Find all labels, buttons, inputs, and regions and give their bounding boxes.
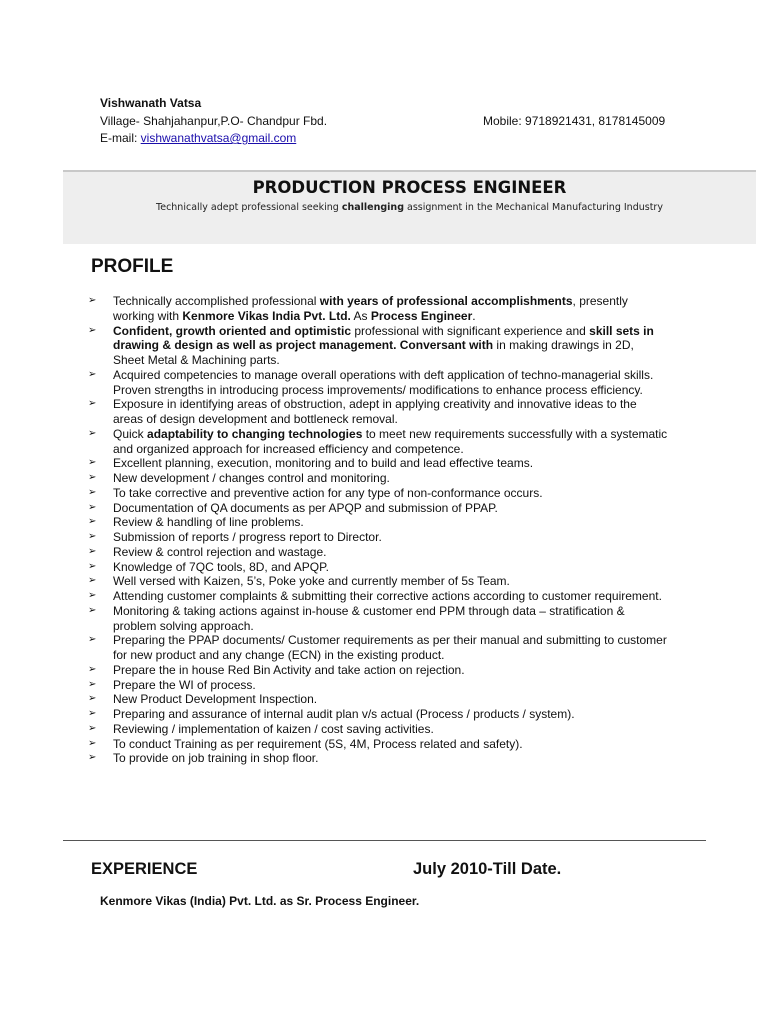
objective-text-2: assignment in the Mechanical Manufacturing Industry	[404, 202, 663, 213]
profile-bullet	[88, 294, 668, 324]
profile-bullet	[88, 663, 668, 678]
profile-bullet-text: To take corrective and preventive action for any type of non-conformance occurs.	[113, 485, 543, 500]
address: Village- Shahjahanpur,P.O- Chandpur Fbd.	[100, 114, 328, 128]
arrow-bullet-icon: ➢	[88, 678, 97, 690]
profile-bullet-text: Preparing and assurance of internal audit plan v/s actual (Process / products / system).	[113, 707, 575, 721]
profile-bullet-text: New development / changes control and monitoring.	[113, 471, 390, 485]
profile-bullet	[88, 501, 668, 516]
email-link[interactable]: vishwanathvatsa@gmail.com	[140, 131, 297, 145]
arrow-bullet-icon: ➢	[88, 590, 97, 601]
arrow-bullet-icon: ➢	[88, 531, 97, 542]
arrow-bullet-icon: ➢	[88, 295, 97, 306]
profile-heading: PROFILE	[91, 256, 174, 277]
arrow-bullet-icon: ➢	[88, 501, 97, 513]
profile-bullet-text: Confident, growth oriented and optimistic professional with significant experience and skill sets in drawing & design as well as project management. Conversant with in making drawings in 2D, Sheet Metal & Machining parts.	[113, 323, 654, 367]
profile-bullet-list	[88, 294, 668, 766]
profile-bullet-text: Review & handling of line problems.	[113, 515, 304, 530]
arrow-bullet-icon: ➢	[88, 545, 97, 557]
profile-bullet-text: To conduct Training as per requirement (5S, 4M, Process related and safety).	[113, 736, 523, 751]
email-label: E-mail:	[100, 131, 141, 145]
arrow-bullet-icon: ➢	[88, 663, 97, 675]
profile-bullet-text: Attending customer complaints & submitting their corrective actions according to customer requirement.	[113, 589, 662, 603]
profile-bullet-text: To provide on job training in shop floor.	[113, 751, 319, 766]
profile-bullet	[88, 737, 668, 752]
arrow-bullet-icon: ➢	[88, 737, 97, 749]
mobile-numbers: Mobile: 9718921431, 8178145009	[483, 114, 666, 128]
profile-bullet-text: Technically accomplished professional with years of professional accomplishments, presently working with Kenmore Vikas India Pvt. Ltd. As Process Engineer.	[113, 294, 628, 323]
profile-bullet	[88, 722, 668, 737]
profile-bullet	[88, 560, 668, 575]
profile-bullet	[88, 707, 668, 722]
arrow-bullet-icon: ➢	[88, 457, 97, 469]
experience-heading: EXPERIENCE	[91, 860, 198, 878]
profile-bullet-text: Monitoring & taking actions against in-house & customer end PPM through data – stratification & problem solving approach.	[113, 603, 625, 633]
profile-bullet	[88, 530, 668, 545]
objective-text-bold: challenging	[341, 202, 404, 213]
profile-bullet-text: Well versed with Kaizen, 5’s, Poke yoke and currently member of 5s Team.	[113, 574, 510, 589]
arrow-bullet-icon: ➢	[88, 604, 97, 616]
experience-date: July 2010-Till Date.	[413, 860, 562, 878]
profile-bullet	[88, 486, 668, 501]
profile-bullet-text: Acquired competencies to manage overall operations with deft application of techno-managerial skills. Proven strengths in introducing process improvements/ modifications to enhance process efficiency.	[113, 367, 654, 397]
profile-bullet-text: Prepare the WI of process.	[113, 677, 256, 692]
arrow-bullet-icon: ➢	[88, 368, 97, 380]
arrow-bullet-icon: ➢	[88, 427, 97, 439]
profile-bullet	[88, 471, 668, 486]
profile-bullet-text: Preparing the PPAP documents/ Customer requirements as per their manual and submitting to customer for new product and any change (ECN) in the existing product.	[113, 633, 667, 662]
profile-bullet	[88, 633, 668, 663]
profile-bullet	[88, 574, 668, 589]
objective-statement	[63, 202, 756, 213]
job-title: PRODUCTION PROCESS ENGINEER	[252, 178, 567, 197]
candidate-name: Vishwanath Vatsa	[100, 96, 202, 110]
email-line	[100, 130, 296, 146]
arrow-bullet-icon: ➢	[88, 472, 97, 483]
arrow-bullet-icon: ➢	[88, 708, 97, 719]
profile-bullet	[88, 678, 668, 693]
arrow-bullet-icon: ➢	[88, 722, 97, 734]
title-banner	[63, 170, 756, 244]
profile-bullet-text: Submission of reports / progress report to Director.	[113, 530, 382, 544]
arrow-bullet-icon: ➢	[88, 752, 97, 764]
profile-bullet	[88, 751, 668, 766]
arrow-bullet-icon: ➢	[88, 575, 97, 587]
objective-text-1: Technically adept professional seeking	[156, 202, 342, 213]
profile-bullet	[88, 456, 668, 471]
profile-bullet-text: New Product Development Inspection.	[113, 692, 318, 707]
profile-bullet	[88, 589, 668, 604]
profile-bullet	[88, 515, 668, 530]
section-divider	[63, 840, 706, 841]
arrow-bullet-icon: ➢	[88, 398, 97, 410]
profile-bullet-text: Knowledge of 7QC tools, 8D, and APQP.	[113, 559, 329, 574]
arrow-bullet-icon: ➢	[88, 324, 97, 336]
profile-bullet	[88, 545, 668, 560]
profile-bullet-text: Excellent planning, execution, monitoring and to build and lead effective teams.	[113, 456, 534, 471]
profile-bullet-text: Documentation of QA documents as per APQP and submission of PPAP.	[113, 500, 498, 515]
profile-bullet	[88, 397, 668, 427]
profile-bullet	[88, 604, 668, 634]
profile-bullet-text: Exposure in identifying areas of obstruction, adept in applying creativity and innovative ideas to the areas of design development and bottleneck removal.	[113, 397, 637, 426]
arrow-bullet-icon: ➢	[88, 516, 97, 528]
profile-bullet-text: Prepare the in house Red Bin Activity and take action on rejection.	[113, 662, 465, 677]
profile-bullet	[88, 427, 668, 457]
profile-bullet	[88, 324, 668, 368]
arrow-bullet-icon: ➢	[88, 693, 97, 705]
arrow-bullet-icon: ➢	[88, 634, 97, 646]
profile-bullet	[88, 692, 668, 707]
arrow-bullet-icon: ➢	[88, 486, 97, 498]
profile-bullet-text: Reviewing / implementation of kaizen / cost saving activities.	[113, 721, 434, 736]
profile-bullet	[88, 368, 668, 398]
arrow-bullet-icon: ➢	[88, 560, 97, 572]
experience-company: Kenmore Vikas (India) Pvt. Ltd. as Sr. Process Engineer.	[100, 894, 420, 908]
profile-bullet-text: Review & control rejection and wastage.	[113, 544, 327, 559]
profile-bullet-text: Quick adaptability to changing technologies to meet new requirements successfully with a systematic and organized approach for increased efficiency and competence.	[113, 426, 668, 456]
